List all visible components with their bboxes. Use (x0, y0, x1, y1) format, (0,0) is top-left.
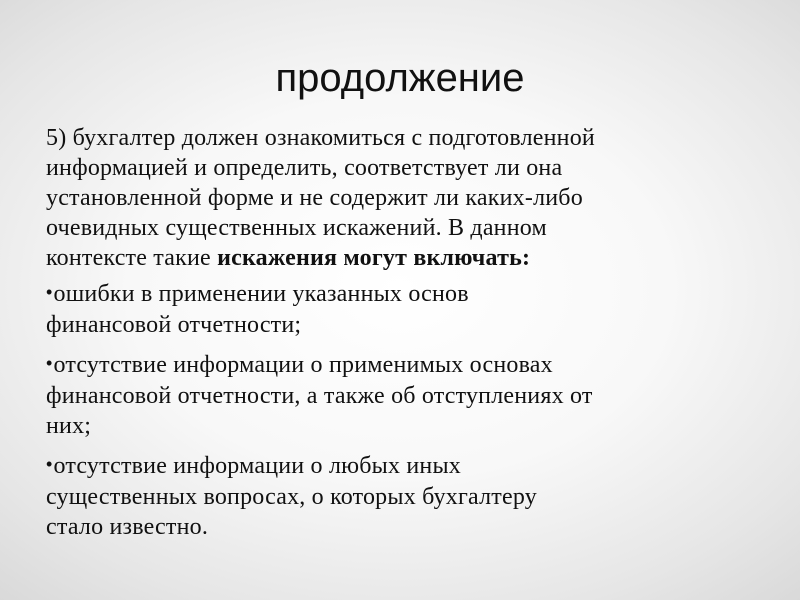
intro-line-prefix: контексте такие (46, 245, 218, 271)
bullet-item (46, 451, 762, 542)
intro-line: очевидных существенных искажений. В данном (46, 215, 547, 241)
slide-title: продолжение (275, 56, 525, 100)
bullet-icon: • (46, 282, 53, 302)
intro-line: установленной форме и не содержит ли каких-либо (46, 185, 583, 211)
slide-body (46, 123, 762, 552)
intro-line: 5) бухгалтер должен ознакомиться с подготовленной (46, 125, 595, 151)
bullet-line: существенных вопросах, о которых бухгалтеру (46, 484, 537, 510)
bullet-line: финансовой отчетности; (46, 312, 302, 338)
bullet-icon: • (46, 353, 53, 373)
bullet-line (46, 451, 762, 482)
bullet-line: стало известно. (46, 514, 209, 540)
intro-paragraph (46, 123, 762, 273)
bullet-text: ошибки в применении указанных основ (53, 281, 469, 307)
bullet-icon: • (46, 454, 53, 474)
bullet-line (46, 279, 762, 310)
intro-line-last (46, 243, 762, 273)
intro-line: информацией и определить, соответствует ли она (46, 155, 563, 181)
bullet-item (46, 279, 762, 340)
bullet-line (46, 350, 762, 381)
bullet-line: них; (46, 413, 92, 439)
bullet-text: отсутствие информации о применимых основах (53, 352, 553, 378)
intro-emphasis: искажения могут включать: (217, 245, 531, 271)
bullet-line: финансовой отчетности, а также об отступлениях от (46, 383, 593, 409)
bullet-item (46, 350, 762, 441)
bullet-text: отсутствие информации о любых иных (53, 453, 462, 479)
